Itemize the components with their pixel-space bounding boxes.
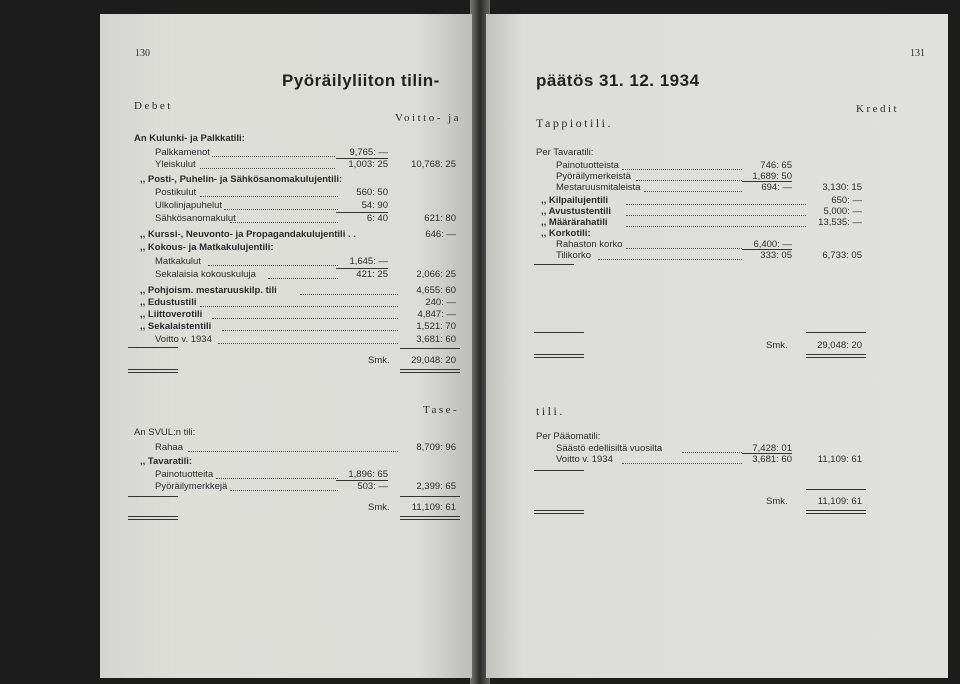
entry-amount: 6,400: — (753, 239, 792, 250)
section-heading: ,, Korkotili: (541, 228, 591, 239)
entry-amount: 503: — (357, 481, 388, 492)
entry-label: ,, Avustustentili (541, 206, 612, 217)
entry-label: Painotuotteita (155, 469, 214, 480)
page-title: Pyöräilyliiton tilin- (282, 71, 440, 90)
page-title: päätös 31. 12. 1934 (536, 71, 700, 90)
section-heading: An Kulunki- ja Palkkatili: (134, 133, 245, 144)
entry-label: ,, Pohjoism. mestaruuskilp. tili (140, 285, 277, 296)
entry-label: Pyöräilymerkkejä (155, 481, 228, 492)
entry-amount: 7,428: 01 (752, 443, 792, 454)
tappiotili-label: Tappiotili. (536, 116, 613, 130)
entry-total: 10,768: 25 (411, 159, 456, 170)
entry-amount: 746: 65 (760, 160, 792, 171)
entry-amount: 1,689: 50 (752, 171, 792, 182)
entry-total: 650: — (831, 195, 862, 206)
entry-label: Palkkamenot (155, 147, 210, 158)
entry-label: ,, Kurssi-, Neuvonto- ja Propagandakulujentili . . (140, 229, 356, 240)
entry-label: Rahaa (155, 442, 183, 453)
entry-label: Säästö edellisiltä vuosilta (556, 443, 663, 454)
entry-total: 3,681: 60 (416, 334, 456, 345)
entry-amount: 6: 40 (366, 213, 388, 224)
entry-label: ,, Edustustili (140, 297, 197, 308)
entry-total: 240: — (425, 297, 456, 308)
section-heading: An SVUL:n tili: (134, 427, 196, 438)
entry-total: 6,733: 05 (822, 250, 862, 261)
section-heading: ,, Tavaratili: (140, 456, 193, 467)
entry-amount: 54: 90 (361, 200, 388, 211)
section-heading: Per Pääomatili: (536, 431, 601, 442)
entry-total: 2,399: 65 (416, 481, 456, 492)
entry-total: 4,655: 60 (416, 285, 456, 296)
section-heading: ,, Kokous- ja Matkakulujentili: (140, 242, 274, 253)
entry-amount: 333: 05 (760, 250, 792, 261)
entry-label: ,, Sekalaistentili (140, 321, 212, 332)
section-heading: Per Tavaratili: (536, 147, 594, 158)
entry-label: ,, Liittoverotili (140, 309, 203, 320)
total-amount: 11,109: 61 (411, 502, 456, 513)
tili-label: tili. (536, 404, 565, 418)
page-number: 131 (910, 48, 925, 59)
entry-total: 4,847: — (417, 309, 456, 320)
entry-label: Sekalaisia kokouskuluja (155, 269, 256, 280)
entry-label: ,, Määrärahatili (541, 217, 608, 228)
total-label: Smk. (368, 502, 390, 513)
total-amount: 11,109: 61 (817, 496, 862, 507)
total-label: Smk. (368, 355, 390, 366)
entry-total: 8,709: 96 (416, 442, 456, 453)
entry-total: 646: — (425, 229, 456, 240)
entry-label: Matkakulut (155, 256, 201, 267)
entry-amount: 694: — (761, 182, 792, 193)
entry-label: Ulkolinjapuhelut (155, 200, 223, 211)
entry-label: ,, Kilpailujentili (541, 195, 609, 206)
entry-amount: 1,645: — (349, 256, 388, 267)
kredit-label: Kredit (856, 103, 900, 115)
entry-label: Voitto v. 1934 (556, 454, 613, 465)
entry-label: Tilikorko (556, 250, 592, 261)
entry-label: Voitto v. 1934 (155, 334, 212, 345)
entry-label: Postikulut (155, 187, 197, 198)
entry-label: Yleiskulut (155, 159, 196, 170)
section-heading: ,, Posti-, Puhelin- ja Sähkösanomakulujentili: (140, 174, 343, 185)
page-number: 130 (135, 48, 150, 59)
left-page (100, 14, 472, 678)
entry-total: 621: 80 (424, 213, 456, 224)
entry-label: Sähkösanomakulut (155, 213, 236, 224)
entry-total: 5,000: — (823, 206, 862, 217)
entry-amount: 9,765: — (349, 147, 388, 158)
total-label: Smk. (766, 340, 788, 351)
entry-total: 1,521: 70 (416, 321, 456, 332)
total-amount: 29,048: 20 (817, 340, 862, 351)
total-label: Smk. (766, 496, 788, 507)
voitto-ja-label: Voitto- ja (395, 112, 462, 124)
right-page (486, 14, 948, 678)
entry-total: 11,109: 61 (817, 454, 862, 465)
entry-amount: 560: 50 (356, 187, 388, 198)
entry-total: 3,130: 15 (822, 182, 862, 193)
total-amount: 29,048: 20 (411, 355, 456, 366)
entry-total: 2,066: 25 (416, 269, 456, 280)
tase-label: Tase- (423, 404, 460, 416)
entry-amount: 3,681: 60 (752, 454, 792, 465)
entry-label: Mestaruusmitaleista (556, 182, 641, 193)
entry-label: Rahaston korko (556, 239, 623, 250)
entry-amount: 1,896: 65 (348, 469, 388, 480)
debet-label: Debet (134, 100, 173, 112)
entry-total: 13,535: — (818, 217, 862, 228)
entry-label: Painotuotteista (556, 160, 619, 171)
entry-amount: 421: 25 (356, 269, 388, 280)
entry-amount: 1,003: 25 (348, 159, 388, 170)
entry-label: Pyöräilymerkeistä (556, 171, 631, 182)
